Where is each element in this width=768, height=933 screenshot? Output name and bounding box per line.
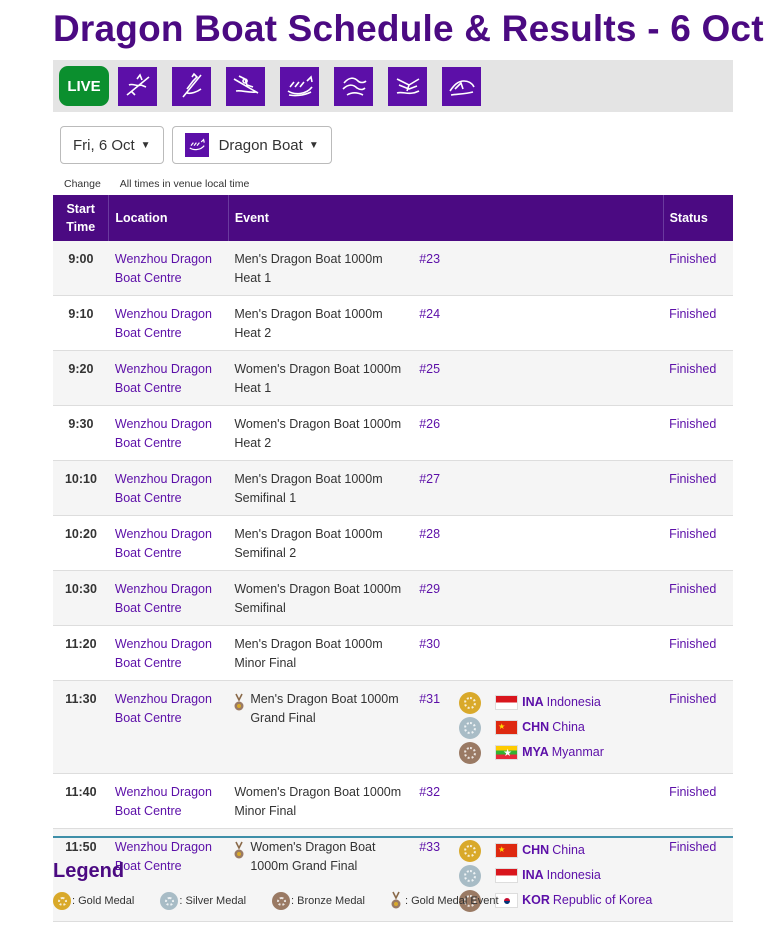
event-cell xyxy=(228,351,417,406)
event-name[interactable]: Men's Dragon Boat 1000m Grand Final xyxy=(250,692,399,725)
event-name[interactable]: Men's Dragon Boat 1000m Heat 1 xyxy=(234,252,383,285)
schedule-body xyxy=(53,241,733,922)
status-link[interactable]: Finished xyxy=(669,307,717,321)
gold-medal-icon xyxy=(459,692,481,714)
start-time: 11:30 xyxy=(65,692,97,706)
event-number[interactable]: #28 xyxy=(419,527,441,541)
location-link[interactable]: Wenzhou Dragon Boat Centre xyxy=(114,692,212,725)
chn-flag-icon xyxy=(495,720,518,735)
table-row[interactable] xyxy=(53,406,733,461)
event-cell xyxy=(228,681,417,774)
start-time: 9:20 xyxy=(68,362,94,376)
legend-gold-event xyxy=(391,891,499,911)
filter-notes xyxy=(64,178,249,190)
results-cell xyxy=(453,774,663,829)
status-link[interactable]: Finished xyxy=(669,417,717,431)
status-link[interactable]: Finished xyxy=(669,472,717,486)
event-name[interactable]: Men's Dragon Boat 1000m Minor Final xyxy=(234,637,383,670)
dragon-boat-icon[interactable] xyxy=(280,67,319,106)
result-line xyxy=(459,715,657,740)
legend xyxy=(53,891,525,911)
location-link[interactable]: Wenzhou Dragon Boat Centre xyxy=(114,637,212,670)
location-link[interactable]: Wenzhou Dragon Boat Centre xyxy=(114,840,212,873)
start-time: 9:00 xyxy=(68,252,94,266)
country-name[interactable]: China xyxy=(552,720,585,735)
sailing-icon[interactable] xyxy=(334,67,373,106)
location-link[interactable]: Wenzhou Dragon Boat Centre xyxy=(114,472,212,505)
status-link[interactable]: Finished xyxy=(669,362,717,376)
rowing-icon[interactable] xyxy=(226,67,265,106)
gold-medal-icon xyxy=(459,840,481,862)
noc-code[interactable]: INA xyxy=(522,868,544,883)
event-number[interactable]: #33 xyxy=(419,840,441,854)
table-row[interactable] xyxy=(53,461,733,516)
result-line xyxy=(459,690,657,715)
table-header-row xyxy=(53,195,733,241)
results-cell xyxy=(453,351,663,406)
event-number[interactable]: #30 xyxy=(419,637,441,651)
event-number[interactable]: #32 xyxy=(419,785,441,799)
country-name[interactable]: Myanmar xyxy=(551,745,604,760)
silver-medal-icon xyxy=(459,865,481,887)
event-cell xyxy=(228,774,417,829)
table-row[interactable] xyxy=(53,626,733,681)
table-row[interactable] xyxy=(53,516,733,571)
sport-dropdown[interactable] xyxy=(172,126,332,164)
legend-bronze-label: : Bronze Medal xyxy=(291,895,365,907)
header-event: Event xyxy=(228,195,663,241)
result-line xyxy=(459,863,657,888)
noc-code[interactable]: CHN xyxy=(522,720,550,735)
windsurfing-icon[interactable] xyxy=(442,67,481,106)
noc-code[interactable]: MYA xyxy=(522,745,549,760)
legend-bronze xyxy=(272,892,365,910)
location-link[interactable]: Wenzhou Dragon Boat Centre xyxy=(114,362,212,395)
legend-silver-label: : Silver Medal xyxy=(179,895,247,907)
start-time: 10:10 xyxy=(64,472,97,486)
event-name[interactable]: Women's Dragon Boat 1000m Heat 1 xyxy=(234,362,402,395)
date-dropdown-label: Fri, 6 Oct xyxy=(73,136,135,154)
table-row[interactable] xyxy=(53,571,733,626)
event-cell xyxy=(228,241,417,296)
sport-dropdown-label: Dragon Boat xyxy=(218,136,303,154)
location-link[interactable]: Wenzhou Dragon Boat Centre xyxy=(114,527,212,560)
timezone-note: All times in venue local time xyxy=(119,178,250,190)
results-cell xyxy=(453,461,663,516)
event-name[interactable]: Women's Dragon Boat 1000m Semifinal xyxy=(234,582,402,615)
ina-flag-icon xyxy=(495,868,518,883)
start-time: 11:50 xyxy=(65,840,97,854)
result-line xyxy=(459,838,657,863)
page-title: Dragon Boat Schedule & Results - 6 Oct xyxy=(53,8,764,49)
start-time: 10:30 xyxy=(64,582,97,596)
legend-silver xyxy=(160,892,246,910)
mya-flag-icon xyxy=(495,745,518,760)
medal-event-icon xyxy=(234,841,244,861)
live-button[interactable]: LIVE xyxy=(59,66,109,106)
country-name[interactable]: Republic of Korea xyxy=(552,893,653,908)
caret-down-icon: ▼ xyxy=(308,139,319,151)
filters-bar xyxy=(60,126,332,164)
table-row[interactable] xyxy=(53,681,733,774)
start-time: 10:20 xyxy=(64,527,97,541)
status-link[interactable]: Finished xyxy=(669,637,717,651)
date-dropdown[interactable] xyxy=(60,126,164,164)
event-name[interactable]: Men's Dragon Boat 1000m Semifinal 2 xyxy=(234,527,383,560)
location-link[interactable]: Wenzhou Dragon Boat Centre xyxy=(114,307,212,340)
change-link[interactable]: Change xyxy=(64,178,101,190)
results-cell xyxy=(453,296,663,351)
bronze-medal-icon xyxy=(272,892,290,910)
start-time: 11:40 xyxy=(65,785,97,799)
gold-medal-icon xyxy=(53,892,71,910)
dragon-boat-icon xyxy=(185,133,209,157)
header-location: Location xyxy=(109,195,228,241)
event-name[interactable]: Women's Dragon Boat 1000m Minor Final xyxy=(234,785,402,818)
location-link[interactable]: Wenzhou Dragon Boat Centre xyxy=(114,785,212,818)
results-cell xyxy=(453,406,663,461)
legend-gold-event-label: : Gold Medal Event xyxy=(405,895,499,907)
silver-medal-icon xyxy=(160,892,178,910)
event-name[interactable]: Women's Dragon Boat 1000m Heat 2 xyxy=(234,417,402,450)
event-cell xyxy=(228,461,417,516)
event-cell xyxy=(228,516,417,571)
location-link[interactable]: Wenzhou Dragon Boat Centre xyxy=(114,582,212,615)
status-link[interactable]: Finished xyxy=(669,840,717,854)
event-number[interactable]: #26 xyxy=(419,417,441,431)
noc-code[interactable]: KOR xyxy=(522,893,550,908)
medal-event-icon xyxy=(234,693,244,713)
caret-down-icon: ▼ xyxy=(140,139,151,151)
location-link[interactable]: Wenzhou Dragon Boat Centre xyxy=(114,252,212,285)
status-link[interactable]: Finished xyxy=(669,582,717,596)
country-name[interactable]: China xyxy=(552,843,585,858)
event-name[interactable]: Women's Dragon Boat 1000m Grand Final xyxy=(250,840,376,873)
canoe-sprint-icon[interactable] xyxy=(172,67,211,106)
schedule-table xyxy=(53,195,733,922)
event-cell xyxy=(228,626,417,681)
bronze-medal-icon xyxy=(459,742,481,764)
table-row[interactable] xyxy=(53,296,733,351)
result-line xyxy=(459,740,657,765)
results-cell xyxy=(453,241,663,296)
noc-code[interactable]: INA xyxy=(522,695,544,710)
country-name[interactable]: Indonesia xyxy=(546,695,601,710)
start-time: 9:30 xyxy=(68,417,94,431)
event-number[interactable]: #24 xyxy=(419,307,441,321)
location-link[interactable]: Wenzhou Dragon Boat Centre xyxy=(114,417,212,450)
start-time: 9:10 xyxy=(68,307,94,321)
event-name[interactable]: Men's Dragon Boat 1000m Semifinal 1 xyxy=(234,472,383,505)
chn-flag-icon xyxy=(495,843,518,858)
event-number[interactable]: #23 xyxy=(419,252,441,266)
table-row[interactable] xyxy=(53,241,733,296)
status-link[interactable]: Finished xyxy=(669,692,717,706)
table-row[interactable] xyxy=(53,774,733,829)
canoe-slalom-icon[interactable] xyxy=(118,67,157,106)
event-cell xyxy=(228,406,417,461)
event-cell xyxy=(228,571,417,626)
noc-code[interactable]: CHN xyxy=(522,843,550,858)
event-name[interactable]: Men's Dragon Boat 1000m Heat 2 xyxy=(234,307,383,340)
sport-selector-strip xyxy=(53,60,733,112)
ina-flag-icon xyxy=(495,695,518,710)
event-cell xyxy=(228,296,417,351)
legend-gold-label: : Gold Medal xyxy=(72,895,135,907)
event-number[interactable]: #27 xyxy=(419,472,441,486)
header-start-time: Start Time xyxy=(66,202,96,234)
status-link[interactable]: Finished xyxy=(669,527,717,541)
header-status: Status xyxy=(663,195,733,241)
table-row[interactable] xyxy=(53,351,733,406)
country-name[interactable]: Indonesia xyxy=(546,868,601,883)
table-bottom-divider xyxy=(53,836,733,838)
start-time: 11:20 xyxy=(65,637,97,651)
status-link[interactable]: Finished xyxy=(669,785,717,799)
legend-title: Legend xyxy=(53,860,125,882)
legend-gold xyxy=(53,892,134,910)
medal-event-icon xyxy=(391,891,401,911)
results-cell xyxy=(453,681,663,774)
event-number[interactable]: #29 xyxy=(419,582,441,596)
results-cell xyxy=(453,571,663,626)
event-number[interactable]: #31 xyxy=(419,692,441,706)
surfing-icon[interactable] xyxy=(388,67,427,106)
event-number[interactable]: #25 xyxy=(419,362,441,376)
silver-medal-icon xyxy=(459,717,481,739)
results-cell xyxy=(453,626,663,681)
results-cell xyxy=(453,516,663,571)
status-link[interactable]: Finished xyxy=(669,252,717,266)
